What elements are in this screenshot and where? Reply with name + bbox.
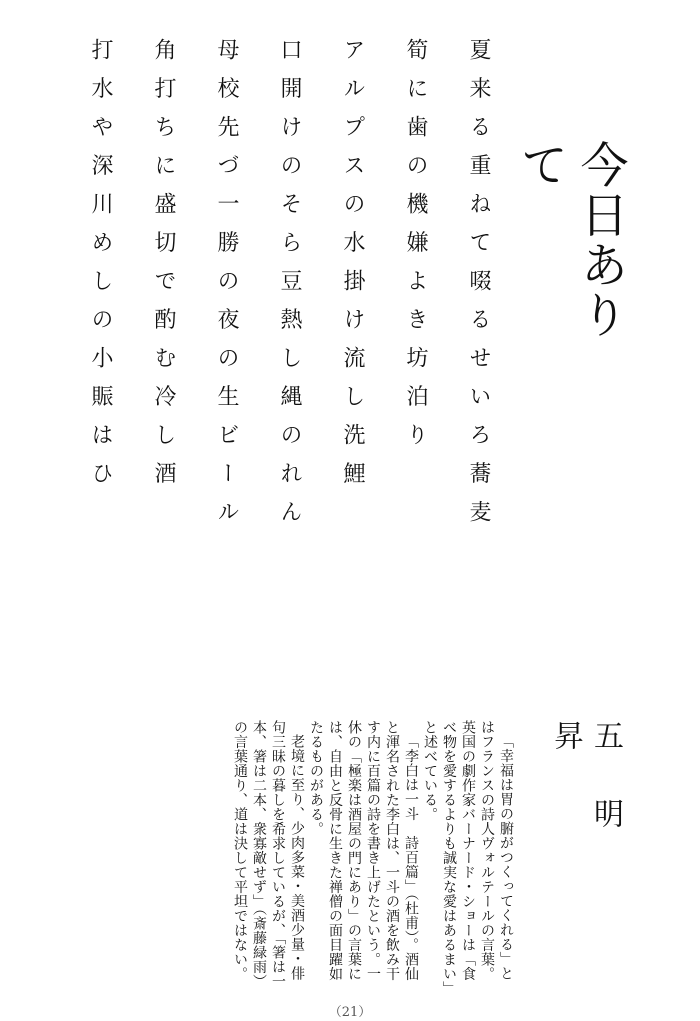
essay-paragraph: 老境に至り、少肉多菜・美酒少量・俳句三昧の暮しを希求しているが、「箸は一本、箸は二本、衆寡敵せず」（斎藤緑雨）の言葉通り、道は決して平坦ではない。 [232,720,305,989]
haiku-line: 筍に歯の機嫌よき坊泊り [403,38,428,462]
essay-paragraph: 「幸福は胃の腑がつくってくれる」とはフランスの詩人ヴォルテールの言葉。英国の劇作家バーナード・ショーは「食べ物を愛するよりも誠実な愛はあるまい」と述べている。 [422,720,514,989]
haiku-line: 打水や深川めしの小賑はひ [88,38,113,500]
author-name: 五明昇 [548,720,623,876]
page-title: 今日ありて [512,140,628,340]
essay-text [120,720,515,990]
haiku-line: 母校先づ一勝の夜の生ビール [214,38,239,539]
haiku-line: 角打ちに盛切で酌む冷し酒 [151,38,176,500]
haiku-line: 夏来る重ねて啜るせいろ蕎麦 [466,38,491,539]
haiku-line: アルプスの水掛け流し洗鯉 [340,38,365,500]
essay-paragraph: 「李白は一斗 詩百篇」（杜甫）。酒仙と渾名された李白は、一斗の酒を飲み干す内に百篇の詩を書き上げたという。一休の「極楽は酒屋の門にあり」の言葉には、自由と反骨に生きた禅僧の面目躍如たるものがある。 [308,720,419,981]
haiku-line: 口開けのそら豆熱し縄のれん [277,38,302,539]
page-number: （21） [328,1005,372,1020]
haiku-column-group [70,38,510,658]
